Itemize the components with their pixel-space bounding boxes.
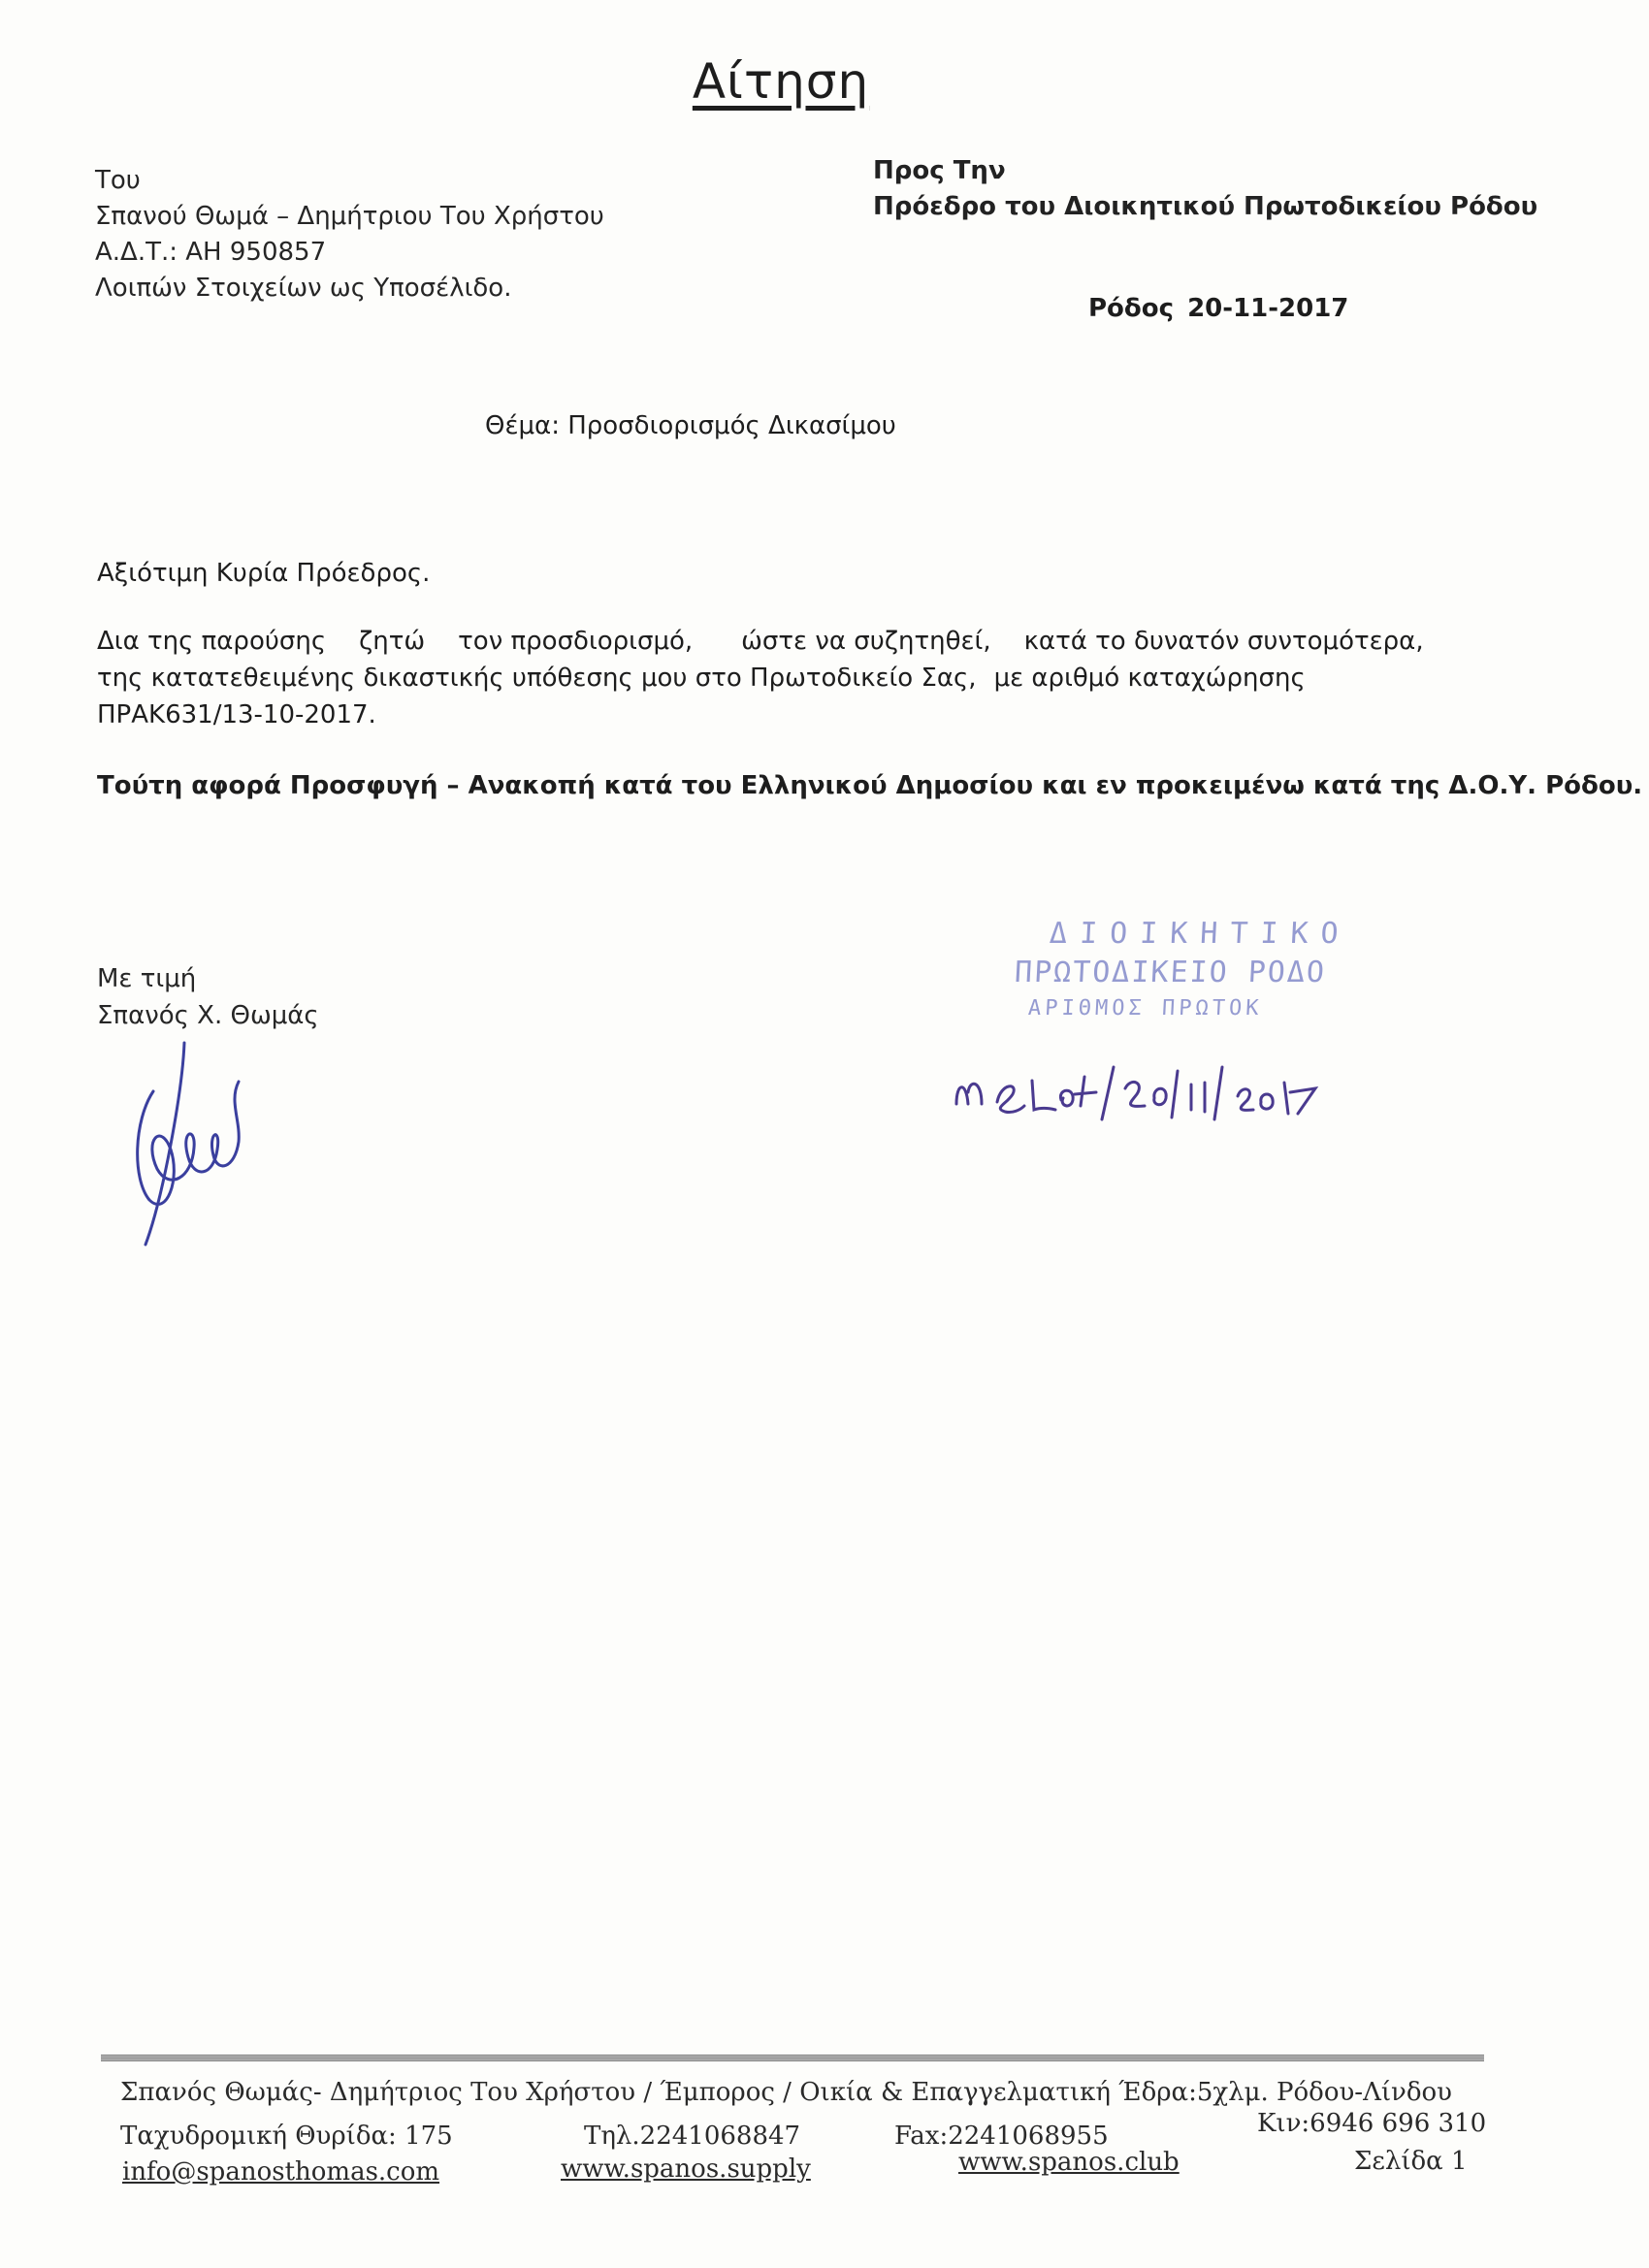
footer-email-link[interactable]: info@spanosthomas.com — [122, 2157, 440, 2187]
date-line — [1088, 294, 1348, 323]
sender-name: Σπανού Θωμά – Δημήτριου Του Χρήστου — [95, 202, 604, 231]
handwritten-signature — [124, 1033, 270, 1247]
document-title: Αίτηση — [692, 53, 870, 110]
footer-mobile: Κιν:6946 696 310 — [1257, 2109, 1487, 2138]
handwritten-protocol-number — [951, 1053, 1397, 1121]
signature-stroke — [138, 1043, 240, 1245]
recipient-line-2: Πρόεδρο του Διοικητικού Πρωτοδικείου Ρόδου — [873, 192, 1538, 221]
body-paragraph-1 — [97, 623, 1424, 733]
court-stamp — [1009, 917, 1377, 1043]
p1-segment-2: ζητώ — [359, 627, 426, 656]
closing-line-2: Σπανός Χ. Θωμάς — [97, 1001, 319, 1030]
sender-block — [95, 163, 604, 307]
closing-block — [97, 960, 319, 1034]
p1-segment-1: Δια της παρούσης — [97, 627, 327, 656]
footer-address-line: Σπανός Θωμάς- Δημήτριος Του Χρήστου / Έμπορος / Οικία & Επαγγελματική Έδρα:5χλμ. Ρόδου-Λίνδου — [120, 2078, 1452, 2107]
body-paragraph-2: Τούτη αφορά Προσφυγή – Ανακοπή κατά του Ελληνικού Δημοσίου και εν προκειμένω κατά της Δ.Ο.Υ. Ρόδου. — [97, 771, 1643, 800]
closing-line-1: Με τιμή — [97, 964, 197, 993]
subject-line: Θέμα: Προσδιορισμός Δικασίμου — [485, 411, 896, 440]
p1-segment-4: ώστε να συζητηθεί, — [741, 627, 991, 656]
sender-line-1: Του — [95, 166, 141, 195]
p1-line-2b: με αριθμό καταχώρησης — [993, 664, 1306, 693]
footer-website-club-link[interactable]: www.spanos.club — [958, 2148, 1180, 2177]
footer-page-number: Σελίδα 1 — [1354, 2147, 1468, 2176]
footer-fax: Fax:2241068955 — [894, 2122, 1109, 2151]
footer-website-supply-link[interactable]: www.spanos.supply — [561, 2155, 811, 2184]
p1-segment-3: τον προσδιορισμό, — [458, 627, 694, 656]
stamp-line-3: ΑΡΙΘΜΟΣ ΠΡΩΤΟΚ — [1027, 996, 1264, 1021]
paragraph-1-line-1 — [97, 623, 1424, 660]
footer-divider — [101, 2055, 1484, 2061]
footer-phone: Τηλ.2241068847 — [584, 2122, 801, 2151]
p1-line-2a: της κατατεθειμένης δικαστικής υπόθεσης μου στο Πρωτοδικείο Σας, — [97, 664, 977, 693]
p1-segment-5: κατά το δυνατόν συντομότερα, — [1023, 627, 1424, 656]
recipient-line-1: Προς Την — [873, 156, 1006, 185]
paragraph-1-line-2 — [97, 660, 1424, 697]
greeting: Αξιότιμη Κυρία Πρόεδρος. — [97, 559, 431, 588]
footer-po-box: Ταχυδρομική Θυρίδα: 175 — [120, 2122, 453, 2151]
stamp-line-1: ΔΙΟΙΚΗΤΙΚΟ — [1049, 917, 1352, 951]
paragraph-1-line-3: ΠΡΑΚ631/13-10-2017. — [97, 700, 376, 729]
date-place: Ρόδος — [1088, 294, 1175, 323]
handwriting-strokes — [956, 1067, 1315, 1119]
sender-id: Α.Δ.Τ.: ΑΗ 950857 — [95, 238, 327, 267]
sender-note: Λοιπών Στοιχείων ως Υποσέλιδο. — [95, 274, 512, 303]
stamp-line-2: ΠΡΩΤΟΔΙΚΕΙΟ ΡΟΔΟ — [1014, 956, 1327, 989]
date-value: 20-11-2017 — [1187, 294, 1349, 323]
recipient-block — [873, 153, 1537, 225]
